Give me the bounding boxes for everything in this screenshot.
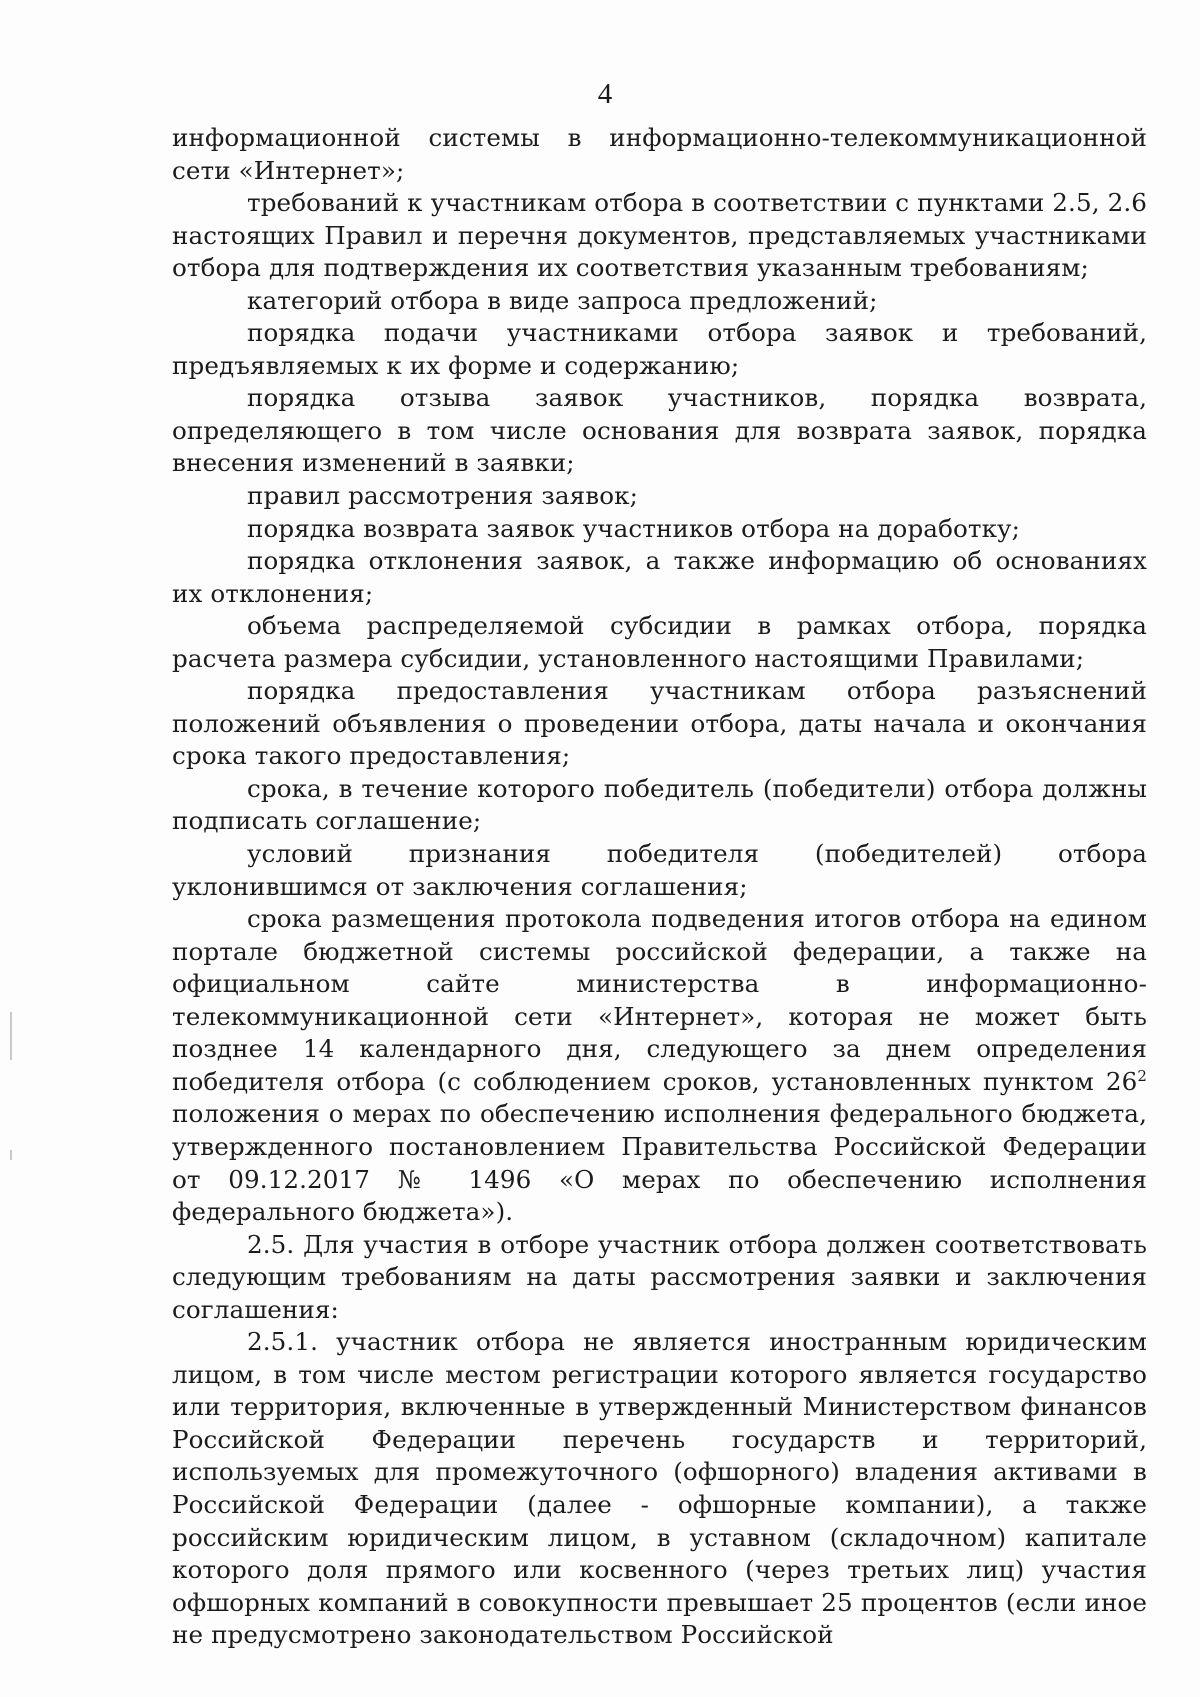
paragraph: информационной системы в информационно-телекоммуникационной сети «Интернет»; [172, 123, 1147, 185]
paragraph-with-superscript [172, 903, 1147, 1228]
paragraph: условий признания победителя (победителей) отбора уклонившимся от заключения соглашения; [172, 839, 1147, 901]
paragraph: категорий отбора в виде запроса предложений; [247, 285, 878, 315]
paragraph: порядка отклонения заявок, а также информацию об основаниях их отклонения; [172, 546, 1147, 608]
superscript: 2 [1137, 1066, 1147, 1085]
paragraph: 2.5.1. участник отбора не является иностранным юридическим лицом, в том числе местом регистрации которого является государство или территория, включенные в утвержденный Министерством финансов Российской Федерации перечень государств и территорий, используемых для промежуточного (офшорного) владения активами в Российской Федерации (далее - офшорные компании), а также российским юридическим лицом, в уставном (складочном) капитале которого доля прямого или косвенного (через третьих лиц) участия офшорных компаний в совокупности превышает 25 процентов (если иное не предусмотрено законодательством Российской [172, 1327, 1147, 1650]
paragraph: порядка предоставления участникам отбора разъяснений положений объявления о проведении отбора, даты начала и окончания срока такого предоставления; [172, 676, 1147, 771]
scan-margin-mark [10, 1150, 12, 1160]
paragraph-text: срока размещения протокола подведения итогов отбора на едином портале бюджетной системы российской федерации, а также на официальном сайте министерства в информационно-телекоммуникационной сети «Интернет», которая не может быть позднее 14 календарного дня, следующего за днем определения победителя отбора (с соблюдением сроков, установленных пунктом 26 [172, 904, 1147, 1096]
scan-margin-mark [10, 1012, 12, 1060]
paragraph: порядка возврата заявок участников отбора на доработку; [247, 513, 1021, 543]
document-body [172, 122, 1147, 1652]
paragraph: срока, в течение которого победитель (победители) отбора должны подписать соглашение; [172, 773, 1147, 836]
paragraph-text: положения о мерах по обеспечению исполнения федерального бюджета, утвержденного постановлением Правительства Российской Федерации от 09.12.2017 № 1496 «О мерах по обеспечению исполнения федерального бюджета»). [172, 1099, 1147, 1227]
paragraph: 2.5. Для участия в отборе участник отбора должен соответствовать следующим требованиям на даты рассмотрения заявки и заключения соглашения: [172, 1229, 1147, 1324]
paragraph: порядка подачи участниками отбора заявок и требований, предъявляемых к их форме и содержанию; [172, 318, 1147, 380]
paragraph: объема распределяемой субсидии в рамках отбора, порядка расчета размера субсидии, установленного настоящими Правилами; [172, 611, 1147, 673]
page-number: 4 [597, 78, 613, 110]
paragraph: порядка отзыва заявок участников, порядка возврата, определяющего в том числе основания для возврата заявок, порядка внесения изменений в заявки; [172, 383, 1147, 478]
paragraph: требований к участникам отбора в соответствии с пунктами 2.5, 2.6 настоящих Правил и перечня документов, представляемых участниками отбора для подтверждения их соответствия указанным требованиям; [172, 188, 1147, 283]
paragraph: правил рассмотрения заявок; [247, 481, 638, 511]
